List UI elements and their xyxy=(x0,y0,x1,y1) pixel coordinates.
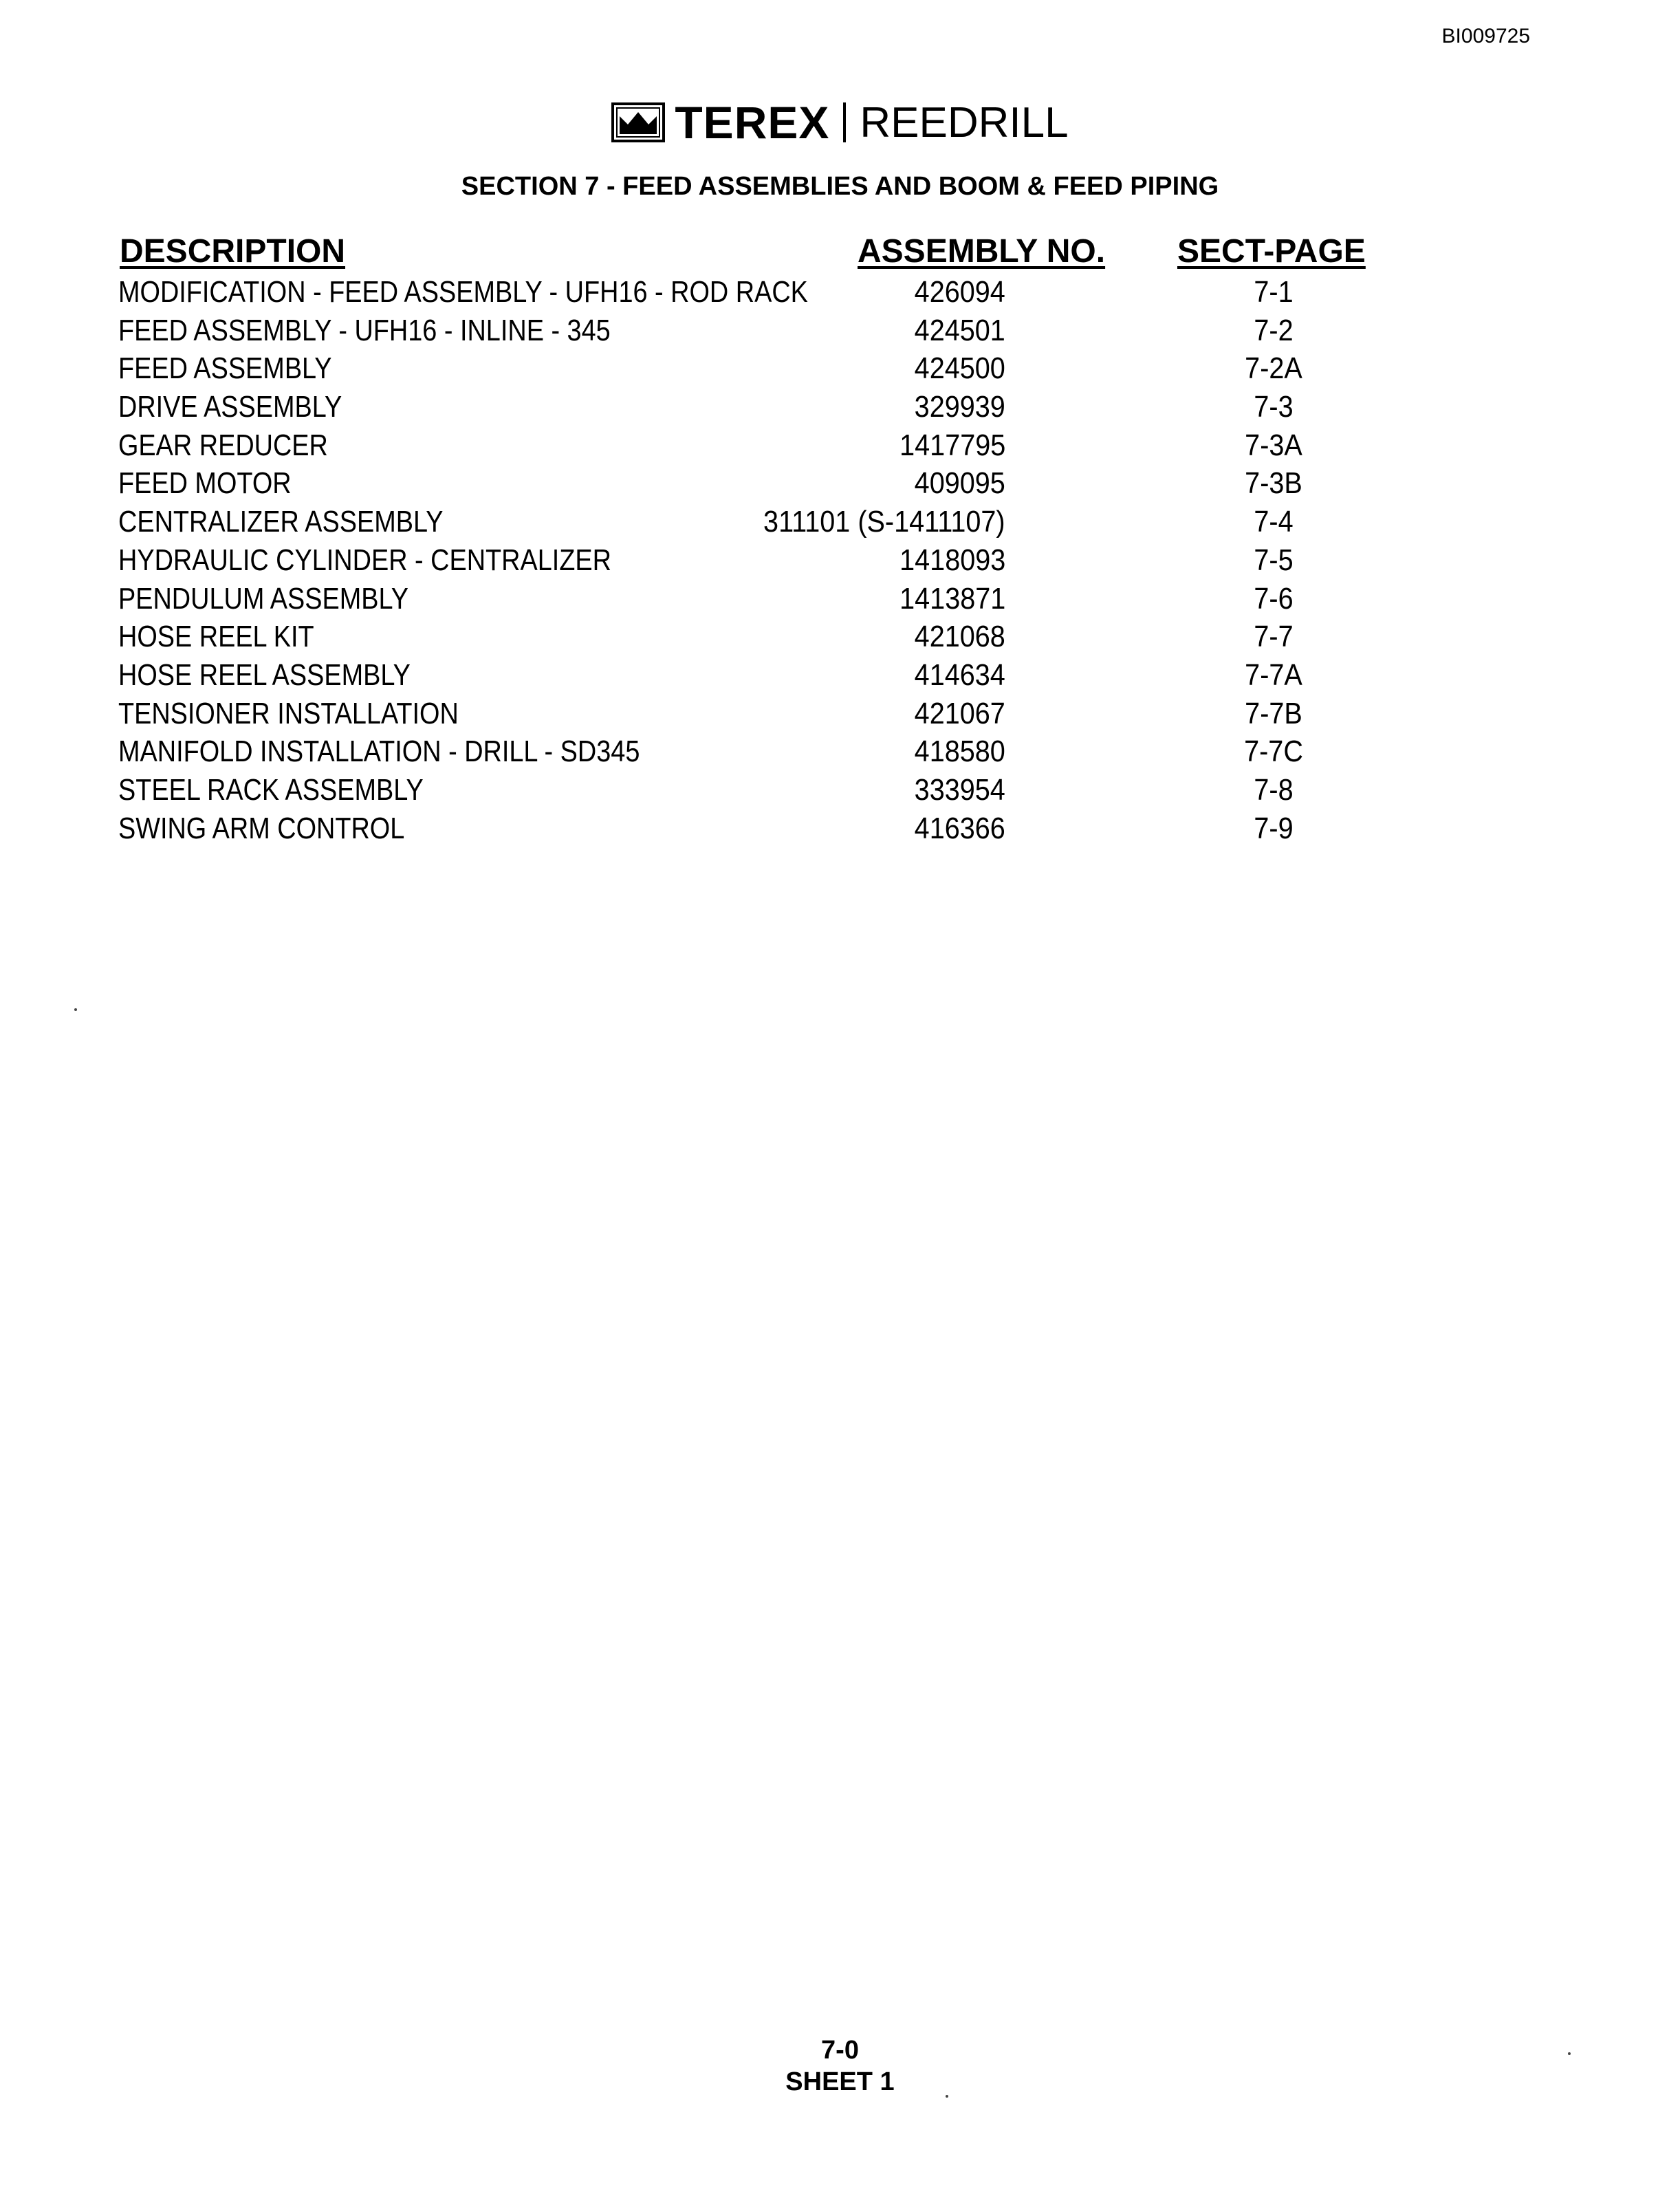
logo-product-text: REEDRILL xyxy=(860,98,1069,146)
row-sect-page: 7-7A xyxy=(1245,657,1302,692)
row-sect-page: 7-2A xyxy=(1245,351,1302,386)
page-footer xyxy=(0,2034,1680,2098)
row-assembly-no: 1418093 xyxy=(899,543,1005,577)
table-row xyxy=(118,466,1397,505)
row-assembly-no: 414634 xyxy=(914,657,1005,692)
row-description: PENDULUM ASSEMBLY xyxy=(118,581,408,616)
row-sect-page: 7-5 xyxy=(1254,543,1294,577)
row-description: MANIFOLD INSTALLATION - DRILL - SD345 xyxy=(118,735,640,769)
row-assembly-no: 329939 xyxy=(914,390,1005,424)
document-id: BI009725 xyxy=(1441,25,1530,47)
row-description: CENTRALIZER ASSEMBLY xyxy=(118,505,444,539)
table-header xyxy=(118,232,1397,275)
assembly-index-table xyxy=(118,232,1397,849)
table-row xyxy=(118,543,1397,582)
row-sect-page: 7-4 xyxy=(1254,505,1294,539)
logo-separator xyxy=(843,102,846,142)
row-description: MODIFICATION - FEED ASSEMBLY - UFH16 - ROD RACK xyxy=(118,275,808,309)
row-assembly-no: 416366 xyxy=(914,811,1005,845)
row-assembly-no: 421067 xyxy=(914,696,1005,730)
row-assembly-no: 311101 (S-1411107) xyxy=(763,505,1005,539)
row-description: GEAR REDUCER xyxy=(118,428,328,462)
logo-brand-text: TEREX xyxy=(675,97,830,148)
footer-page-number: 7-0 xyxy=(821,2036,859,2065)
row-sect-page: 7-9 xyxy=(1254,811,1294,845)
row-sect-page: 7-7B xyxy=(1245,696,1302,730)
table-row xyxy=(118,275,1397,314)
row-description: STEEL RACK ASSEMBLY xyxy=(118,772,424,807)
row-assembly-no: 333954 xyxy=(914,772,1005,807)
table-row xyxy=(118,658,1397,697)
table-row xyxy=(118,505,1397,543)
row-description: HOSE REEL ASSEMBLY xyxy=(118,657,411,692)
row-description: HOSE REEL KIT xyxy=(118,620,314,654)
row-assembly-no: 1413871 xyxy=(899,581,1005,616)
scan-speck xyxy=(1568,2052,1571,2055)
row-description: FEED MOTOR xyxy=(118,466,292,501)
row-assembly-no: 421068 xyxy=(914,620,1005,654)
row-sect-page: 7-7 xyxy=(1254,620,1294,654)
row-sect-page: 7-8 xyxy=(1254,772,1294,807)
terex-reedrill-logo xyxy=(0,96,1680,149)
header-assembly-no: ASSEMBLY NO. xyxy=(858,233,1106,270)
row-sect-page: 7-2 xyxy=(1254,313,1294,347)
table-row xyxy=(118,697,1397,735)
scan-speck xyxy=(74,1008,77,1011)
table-row xyxy=(118,351,1397,390)
row-assembly-no: 418580 xyxy=(914,735,1005,769)
row-assembly-no: 424501 xyxy=(914,313,1005,347)
row-description: SWING ARM CONTROL xyxy=(118,811,405,845)
table-row xyxy=(118,314,1397,352)
row-assembly-no: 424500 xyxy=(914,351,1005,386)
section-title: SECTION 7 - FEED ASSEMBLIES AND BOOM & FEED PIPING xyxy=(461,172,1219,201)
scan-speck xyxy=(946,2095,948,2098)
row-description: DRIVE ASSEMBLY xyxy=(118,390,342,424)
row-assembly-no: 426094 xyxy=(914,275,1005,309)
row-sect-page: 7-7C xyxy=(1244,735,1303,769)
row-description: FEED ASSEMBLY - UFH16 - INLINE - 345 xyxy=(118,313,611,347)
header-sect-page: SECT-PAGE xyxy=(1177,233,1366,270)
row-sect-page: 7-1 xyxy=(1254,275,1294,309)
row-sect-page: 7-3B xyxy=(1245,466,1302,501)
terex-crown-icon xyxy=(611,102,665,142)
row-sect-page: 7-3 xyxy=(1254,390,1294,424)
table-row xyxy=(118,620,1397,658)
table-body xyxy=(118,275,1397,849)
table-row xyxy=(118,812,1397,850)
row-assembly-no: 1417795 xyxy=(899,428,1005,462)
row-sect-page: 7-6 xyxy=(1254,581,1294,616)
footer-sheet: SHEET 1 xyxy=(785,2067,895,2096)
table-row xyxy=(118,582,1397,620)
row-description: TENSIONER INSTALLATION xyxy=(118,696,459,730)
table-row xyxy=(118,390,1397,428)
row-sect-page: 7-3A xyxy=(1245,428,1302,462)
header-description: DESCRIPTION xyxy=(120,233,346,270)
row-description: HYDRAULIC CYLINDER - CENTRALIZER xyxy=(118,543,611,577)
table-row xyxy=(118,773,1397,812)
table-row xyxy=(118,428,1397,467)
row-assembly-no: 409095 xyxy=(914,466,1005,501)
row-description: FEED ASSEMBLY xyxy=(118,351,332,386)
table-row xyxy=(118,735,1397,773)
